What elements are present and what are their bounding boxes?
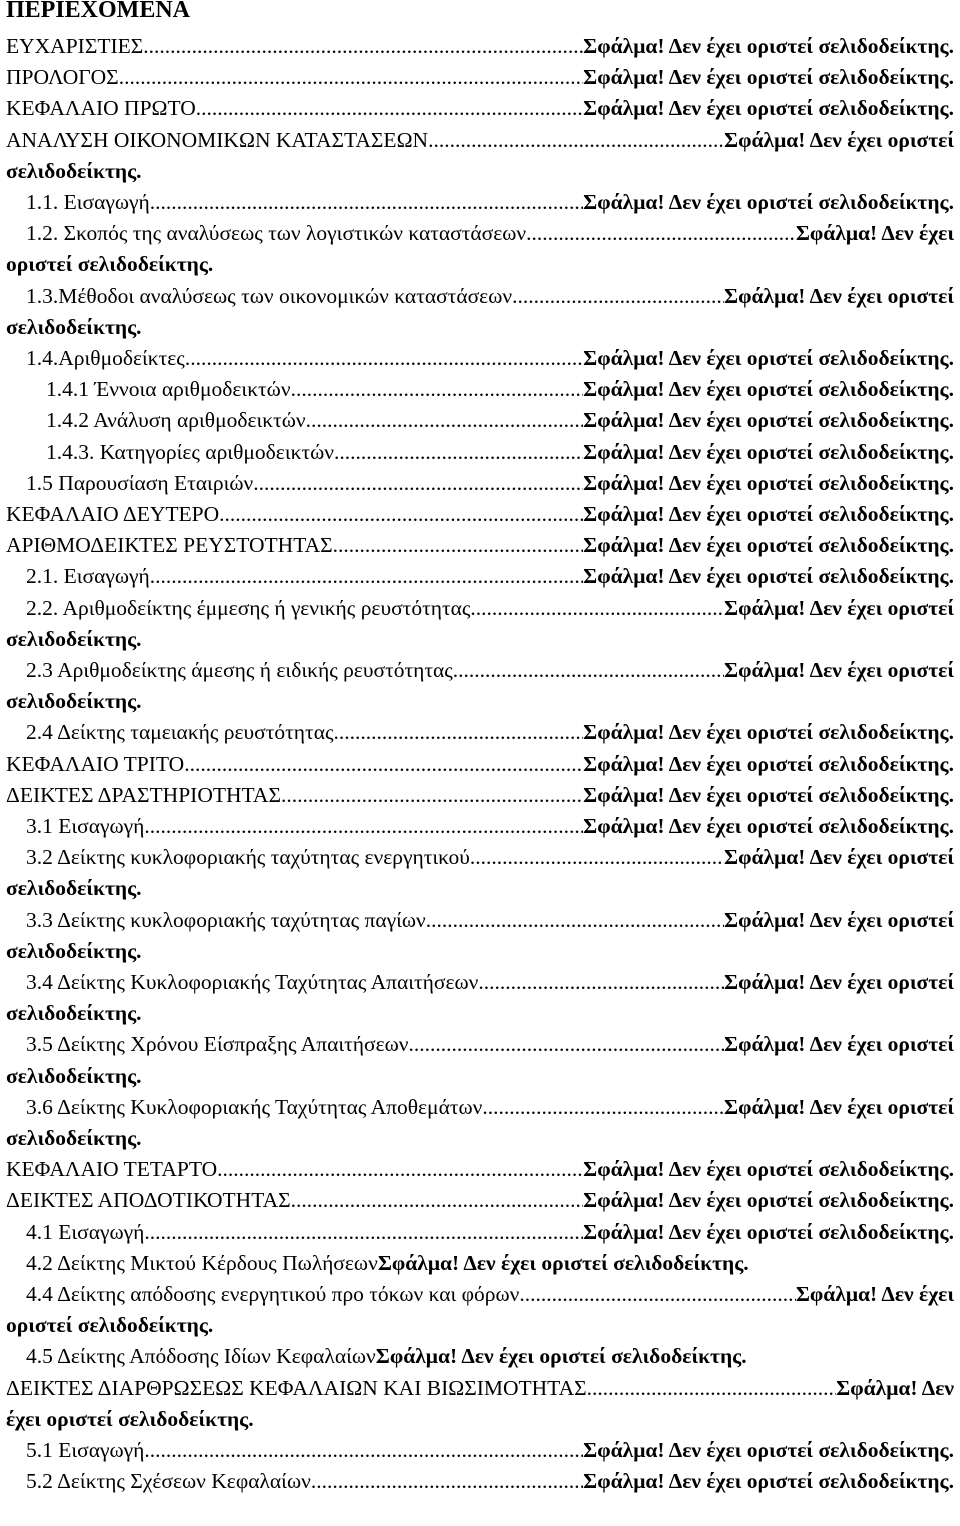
toc-entry-page-status: Σφάλμα! Δεν έχει οριστεί — [724, 127, 954, 152]
toc-entry[interactable] — [6, 93, 954, 124]
toc-entry-title: 3.1 Εισαγωγή — [26, 814, 145, 838]
toc-entry-page-status: Σφάλμα! Δεν έχει οριστεί — [724, 658, 954, 682]
toc-entry-line — [6, 468, 954, 499]
toc-entry[interactable] — [6, 125, 954, 187]
toc-entry-title: 5.2 Δείκτης Σχέσεων Κεφαλαίων — [26, 1469, 311, 1494]
toc-entry-title: 3.3 Δείκτης κυκλοφοριακής ταχύτητας παγίων — [26, 907, 426, 932]
toc-entry-line — [6, 281, 954, 312]
toc-dot-leader — [185, 343, 583, 374]
toc-entry[interactable] — [6, 780, 954, 811]
toc-entry[interactable] — [6, 218, 954, 280]
toc-entry-line — [6, 1092, 954, 1123]
toc-entry-page-status: Σφάλμα! Δεν έχει — [795, 221, 954, 246]
toc-entry[interactable] — [6, 842, 954, 904]
toc-entry-line — [6, 187, 954, 218]
toc-dot-leader — [311, 1466, 583, 1497]
toc-dot-leader — [217, 1154, 583, 1185]
toc-entry[interactable] — [6, 1435, 954, 1466]
toc-dot-leader — [470, 842, 724, 873]
toc-entry-status-continued: σελιδοδείκτης. — [6, 1063, 142, 1088]
toc-dot-leader — [291, 374, 584, 405]
toc-entry[interactable] — [6, 593, 954, 655]
toc-entry-title: 3.5 Δείκτης Χρόνου Είσπραξης Απαιτήσεων — [26, 1032, 409, 1057]
toc-dot-leader — [253, 468, 583, 499]
toc-entry-page-status: Σφάλμα! Δεν έχει οριστεί — [724, 845, 954, 870]
toc-entry-page-status: Σφάλμα! Δεν έχει οριστεί σελιδοδείκτης. — [583, 1219, 954, 1244]
toc-entry-title: 4.2 Δείκτης Μικτού Κέρδους Πωλήσεων — [26, 1250, 378, 1275]
toc-entry[interactable] — [6, 530, 954, 561]
toc-entry-status-continued: οριστεί σελιδοδείκτης. — [6, 1313, 214, 1338]
toc-entry[interactable] — [6, 1029, 954, 1091]
toc-entry-title: 1.2. Σκοπός της αναλύσεως των λογιστικών καταστάσεων — [26, 221, 527, 246]
toc-entry[interactable] — [6, 1248, 954, 1279]
toc-entry[interactable] — [6, 281, 954, 343]
toc-entry-title: 2.3 Αριθμοδείκτης άμεσης ή ειδικής ρευστότητας — [26, 658, 453, 682]
toc-entry-title: ΑΝΑΛΥΣΗ ΟΙΚΟΝΟΜΙΚΩΝ ΚΑΤΑΣΤΑΣΕΩΝ — [6, 127, 429, 152]
toc-entry-status-continued: σελιδοδείκτης. — [6, 1125, 142, 1150]
toc-entry[interactable] — [6, 655, 954, 717]
toc-entry-page-status: Σφάλμα! Δεν έχει οριστεί σελιδοδείκτης. — [583, 751, 954, 776]
toc-entry-line — [6, 125, 954, 156]
toc-entry-line — [6, 530, 954, 561]
toc-dot-leader — [470, 593, 724, 624]
toc-entry[interactable] — [6, 343, 954, 374]
toc-dot-leader — [150, 561, 583, 592]
toc-entry-title: 1.4.3. Κατηγορίες αριθμοδεικτών — [46, 439, 334, 464]
toc-entry[interactable] — [6, 811, 954, 842]
toc-dot-leader — [196, 93, 583, 124]
toc-entry-line — [6, 437, 954, 468]
toc-entry-title: 1.4.1 Έννοια αριθμοδεικτών — [46, 377, 291, 402]
toc-dot-leader — [281, 780, 583, 811]
toc-dot-leader — [482, 1092, 724, 1123]
toc-entry[interactable] — [6, 1373, 954, 1435]
toc-entry-status-continued: σελιδοδείκτης. — [6, 158, 142, 183]
toc-entry-page-status: Σφάλμα! Δεν έχει οριστεί — [724, 1094, 954, 1119]
toc-entry-title: ΔΕΙΚΤΕΣ ΔΡΑΣΤΗΡΙΟΤΗΤΑΣ — [6, 782, 281, 807]
toc-entry-line — [6, 62, 954, 93]
toc-entry-line — [6, 967, 954, 998]
toc-dot-leader — [184, 749, 583, 780]
toc-entry[interactable] — [6, 967, 954, 1029]
toc-entry-page-status: Σφάλμα! Δεν έχει οριστεί σελιδοδείκτης. — [583, 533, 954, 558]
toc-entry-status-continued: οριστεί σελιδοδείκτης. — [6, 252, 214, 277]
toc-entry-page-status: Σφάλμα! Δεν έχει οριστεί σελιδοδείκτης. — [583, 408, 954, 433]
toc-entry-title: 1.1. Εισαγωγή — [26, 190, 150, 214]
toc-entry-line — [6, 218, 954, 249]
toc-entry-line — [6, 1185, 954, 1216]
toc-entry-page-status: Σφάλμα! Δεν έχει οριστεί σελιδοδείκτης. — [583, 96, 954, 121]
toc-entry-title: ΚΕΦΑΛΑΙΟ ΠΡΩΤΟ — [6, 96, 196, 121]
toc-entry-status-continued: σελιδοδείκτης. — [6, 938, 142, 963]
toc-dot-leader — [119, 62, 583, 93]
toc-entry-line — [6, 343, 954, 374]
toc-entry-status-continued: σελιδοδείκτης. — [6, 1001, 142, 1026]
toc-entry-title: 2.4 Δείκτης ταμειακής ρευστότητας — [26, 720, 334, 745]
toc-entry-title: 1.4.Αριθμοδείκτες — [26, 346, 185, 370]
toc-entry-page-status: Σφάλμα! Δεν έχει οριστεί σελιδοδείκτης. — [583, 502, 954, 526]
toc-entry-line — [6, 593, 954, 624]
toc-entry[interactable] — [6, 1279, 954, 1341]
toc-entry-title: ΕΥΧΑΡΙΣΤΙΕΣ — [6, 34, 144, 58]
toc-entry[interactable] — [6, 1185, 954, 1216]
toc-entry-page-status: Σφάλμα! Δεν έχει οριστεί σελιδοδείκτης. — [583, 814, 954, 838]
toc-entry-line — [6, 1154, 954, 1185]
toc-entry[interactable] — [6, 1466, 954, 1497]
toc-entry-line — [6, 405, 954, 436]
toc-entry-line — [6, 842, 954, 873]
toc-entry-page-status: Σφάλμα! Δεν έχει οριστεί — [724, 595, 954, 620]
toc-entry-page-status: Σφάλμα! Δεν έχει οριστεί σελιδοδείκτης. — [583, 470, 954, 495]
toc-entry-title: ΔΕΙΚΤΕΣ ΔΙΑΡΘΡΩΣΕΩΣ ΚΕΦΑΛΑΙΩΝ ΚΑΙ ΒΙΩΣΙΜΟΤΗΤΑΣ — [6, 1375, 587, 1400]
toc-entry-title: ΚΕΦΑΛΑΙΟ ΤΡΙΤΟ — [6, 751, 185, 776]
toc-entry[interactable] — [6, 437, 954, 468]
toc-entry-line — [6, 655, 954, 686]
toc-dot-leader — [334, 437, 583, 468]
toc-entry-line — [6, 561, 954, 592]
toc-entry-title: 1.4.2 Ανάλυση αριθμοδεικτών — [46, 408, 306, 433]
toc-entry-title: 4.1 Εισαγωγή — [26, 1219, 145, 1244]
toc-entry-page-status: Σφάλμα! Δεν έχει οριστεί σελιδοδείκτης. — [583, 1469, 954, 1494]
toc-entry[interactable] — [6, 1154, 954, 1185]
toc-entry-title: 4.4 Δείκτης απόδοσης ενεργητικού προ τόκων και φόρων — [26, 1282, 520, 1306]
toc-entry-page-status: Σφάλμα! Δεν έχει οριστεί σελιδοδείκτης. — [583, 190, 954, 214]
toc-dot-leader — [512, 281, 724, 312]
toc-entry-status-continued: σελιδοδείκτης. — [6, 876, 142, 901]
toc-dot-leader — [428, 125, 724, 156]
toc-entry-status-continued: σελιδοδείκτης. — [6, 689, 142, 714]
toc-entry-line — [6, 93, 954, 124]
toc-entry-line — [6, 1279, 954, 1310]
toc-entry-line — [6, 1029, 954, 1060]
toc-entry[interactable] — [6, 374, 954, 405]
toc-dot-leader — [150, 187, 583, 218]
toc-entry-page-status: Σφάλμα! Δεν έχει οριστεί — [724, 1032, 954, 1057]
toc-entry-title: 1.5 Παρουσίαση Εταιριών — [26, 470, 254, 495]
toc-entry-title: 2.1. Εισαγωγή — [26, 564, 150, 589]
toc-entry-title: ΔΕΙΚΤΕΣ ΑΠΟΔΟΤΙΚΟΤΗΤΑΣ — [6, 1188, 291, 1213]
toc-entry[interactable] — [6, 499, 954, 530]
toc-dot-leader — [453, 655, 724, 686]
toc-dot-leader — [333, 717, 583, 748]
toc-dot-leader — [409, 1029, 725, 1060]
toc-entry-title: ΠΡΟΛΟΓΟΣ — [6, 65, 119, 90]
toc-dot-leader — [143, 31, 583, 62]
toc-entry-title: ΚΕΦΑΛΑΙΟ ΤΕΤΑΡΤΟ — [6, 1157, 218, 1182]
toc-dot-leader — [219, 499, 583, 530]
toc-entry-page-status: Σφάλμα! Δεν έχει οριστεί σελιδοδείκτης. — [583, 34, 954, 58]
toc-entry-title: ΚΕΦΑΛΑΙΟ ΔΕΥΤΕΡΟ — [6, 502, 220, 526]
toc-dot-leader — [478, 967, 724, 998]
toc-entry-page-status: Σφάλμα! Δεν έχει οριστεί σελιδοδείκτης. — [377, 1250, 749, 1275]
toc-entry-line — [6, 780, 954, 811]
toc-dot-leader — [291, 1185, 584, 1216]
toc-entry-line — [6, 1466, 954, 1497]
toc-entry[interactable] — [6, 31, 954, 62]
toc-entry-status-continued: σελιδοδείκτης. — [6, 626, 142, 651]
toc-entry-page-status: Σφάλμα! Δεν έχει οριστεί — [724, 283, 954, 308]
toc-dot-leader — [144, 811, 583, 842]
toc-entry-page-status: Σφάλμα! Δεν έχει οριστεί σελιδοδείκτης. — [583, 439, 954, 464]
toc-entry-page-status: Σφάλμα! Δεν έχει οριστεί σελιδοδείκτης. — [583, 782, 954, 807]
toc-entry[interactable] — [6, 749, 954, 780]
toc-entry-line — [6, 31, 954, 62]
toc-entry[interactable] — [6, 1092, 954, 1154]
toc-entry[interactable] — [6, 405, 954, 436]
toc-entry-page-status: Σφάλμα! Δεν έχει οριστεί σελιδοδείκτης. — [583, 1188, 954, 1213]
toc-entry-page-status: Σφάλμα! Δεν έχει οριστεί σελιδοδείκτης. — [583, 346, 954, 370]
toc-entry-page-status: Σφάλμα! Δεν έχει οριστεί σελιδοδείκτης. — [583, 720, 954, 745]
toc-entry-title: 1.3.Μέθοδοι αναλύσεως των οικονομικών καταστάσεων — [26, 283, 513, 308]
toc-entry-page-status: Σφάλμα! Δεν έχει οριστεί σελιδοδείκτης. — [583, 1438, 954, 1462]
toc-entry-status-continued: σελιδοδείκτης. — [6, 314, 142, 339]
toc-entry[interactable] — [6, 187, 954, 218]
toc-entry-status-continued: έχει οριστεί σελιδοδείκτης. — [6, 1406, 254, 1431]
toc-entry-line — [6, 1248, 954, 1279]
toc-entry-line — [6, 717, 954, 748]
toc-title: ΠΕΡΙΕΧΟΜΕΝΑ — [6, 0, 191, 23]
toc-entry-page-status: Σφάλμα! Δεν έχει οριστεί — [724, 907, 954, 932]
toc-entry-title: ΑΡΙΘΜΟΔΕΙΚΤΕΣ ΡΕΥΣΤΟΤΗΤΑΣ — [6, 533, 333, 558]
toc-dot-leader — [306, 405, 584, 436]
toc-dot-leader — [519, 1279, 795, 1310]
toc-entry-page-status: Σφάλμα! Δεν έχει οριστεί — [724, 970, 954, 994]
toc-entry-title: 4.5 Δείκτης Απόδοσης Ιδίων Κεφαλαίων — [26, 1344, 376, 1369]
toc-entry-title: 2.2. Αριθμοδείκτης έμμεσης ή γενικής ρευστότητας — [26, 595, 471, 620]
toc-dot-leader — [587, 1373, 837, 1404]
toc-entry-page-status: Σφάλμα! Δεν — [836, 1375, 954, 1400]
toc-entry[interactable] — [6, 1217, 954, 1248]
toc-dot-leader — [426, 905, 724, 936]
toc-entry-page-status: Σφάλμα! Δεν έχει — [795, 1282, 954, 1306]
toc-entry-title: 3.6 Δείκτης Κυκλοφοριακής Ταχύτητας Αποθεμάτων — [26, 1094, 483, 1119]
toc-dot-leader — [526, 218, 796, 249]
toc-entry[interactable] — [6, 905, 954, 967]
toc-entry[interactable] — [6, 62, 954, 93]
toc-entry-line — [6, 1435, 954, 1466]
toc-entry-page-status: Σφάλμα! Δεν έχει οριστεί σελιδοδείκτης. — [375, 1344, 747, 1369]
toc-entry-line — [6, 1373, 954, 1404]
toc-entry-line — [6, 749, 954, 780]
toc-entry-line — [6, 499, 954, 530]
toc-entry-page-status: Σφάλμα! Δεν έχει οριστεί σελιδοδείκτης. — [583, 1157, 954, 1182]
toc-dot-leader — [333, 530, 584, 561]
toc-entry-line — [6, 1341, 954, 1372]
toc-entry[interactable] — [6, 561, 954, 592]
toc-entry-line — [6, 1217, 954, 1248]
toc-entry[interactable] — [6, 1341, 954, 1372]
toc-entry-page-status: Σφάλμα! Δεν έχει οριστεί σελιδοδείκτης. — [583, 564, 954, 589]
toc-entry-title: 3.4 Δείκτης Κυκλοφοριακής Ταχύτητας Απαιτήσεων — [26, 970, 479, 994]
toc-dot-leader — [144, 1435, 583, 1466]
toc-entry-title: 3.2 Δείκτης κυκλοφοριακής ταχύτητας ενεργητικού — [26, 845, 470, 870]
toc-entry-title: 5.1 Εισαγωγή — [26, 1438, 145, 1462]
toc-entry[interactable] — [6, 468, 954, 499]
toc-entry-line — [6, 811, 954, 842]
toc-entry-page-status: Σφάλμα! Δεν έχει οριστεί σελιδοδείκτης. — [583, 377, 954, 402]
toc-entry[interactable] — [6, 717, 954, 748]
toc-entry-page-status: Σφάλμα! Δεν έχει οριστεί σελιδοδείκτης. — [583, 65, 954, 90]
toc-dot-leader — [144, 1217, 583, 1248]
toc-entry-line — [6, 905, 954, 936]
toc-entry-line — [6, 374, 954, 405]
